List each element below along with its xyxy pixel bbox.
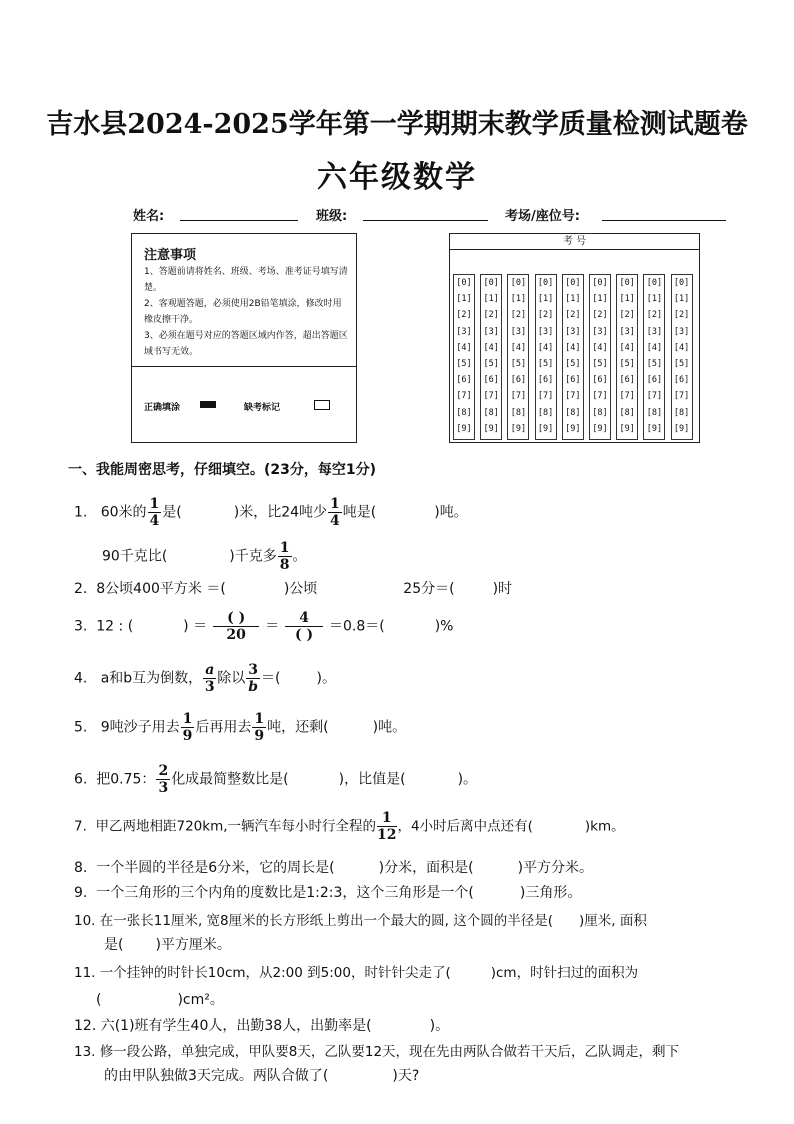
exam-number-bubble[interactable]: [6]	[592, 375, 608, 386]
notice-box	[131, 233, 357, 443]
notice-item-2: 2、客观题答题，必须使用2B铅笔填涂，修改时用橡皮擦干净。	[144, 299, 342, 325]
question-9: 9. 一个三角形的三个内角的度数比是1:2:3，这个三角形是一个( )三角形。	[74, 885, 582, 901]
exam-number-bubble[interactable]: [0]	[456, 278, 472, 288]
exam-number-bubble[interactable]: [8]	[483, 407, 499, 418]
exam-number-bubble[interactable]: [5]	[619, 359, 635, 369]
absent-mark-box[interactable]	[314, 400, 330, 410]
exam-number-bubble[interactable]: [5]	[565, 359, 581, 369]
exam-number-bubble[interactable]: [0]	[565, 278, 581, 288]
exam-number-bubble[interactable]: [4]	[592, 342, 608, 353]
exam-number-bubble[interactable]: [1]	[673, 294, 690, 305]
exam-number-bubble[interactable]: [3]	[483, 326, 499, 337]
exam-number-bubble[interactable]: [1]	[619, 294, 635, 305]
correct-fill-label: 正确填涂	[144, 403, 181, 413]
exam-number-bubble[interactable]: [0]	[592, 278, 608, 288]
exam-number-column	[507, 274, 529, 440]
exam-number-bubble[interactable]: [1]	[565, 294, 581, 305]
exam-number-column	[671, 274, 693, 440]
exam-number-bubble[interactable]: [2]	[646, 310, 663, 321]
exam-number-bubble[interactable]: [8]	[456, 407, 472, 418]
exam-number-bubble[interactable]: [9]	[592, 423, 608, 434]
exam-number-bubble[interactable]: [9]	[510, 423, 527, 434]
exam-number-bubble[interactable]: [6]	[565, 375, 581, 386]
exam-title: 吉水县2024-2025学年第一学期期末教学质量检测试题卷	[46, 109, 748, 140]
exam-number-column	[643, 274, 665, 440]
question-12: 12. 六(1)班有学生40人，出勤38人，出勤率是( )。	[74, 1018, 450, 1034]
exam-number-bubble[interactable]: [8]	[673, 407, 690, 418]
exam-number-bubble[interactable]: [2]	[619, 310, 635, 321]
exam-number-bubble[interactable]: [6]	[673, 375, 690, 386]
name-field-line[interactable]	[180, 220, 298, 221]
exam-number-bubble[interactable]: [5]	[456, 359, 472, 369]
exam-number-bubble[interactable]: [5]	[537, 359, 554, 369]
exam-number-grid	[449, 233, 700, 443]
exam-number-bubble[interactable]: [3]	[565, 326, 581, 337]
exam-number-bubble[interactable]: [3]	[646, 326, 663, 337]
exam-number-bubble[interactable]: [7]	[456, 391, 472, 402]
class-field-line[interactable]	[363, 220, 488, 221]
exam-number-bubble[interactable]: [3]	[619, 326, 635, 337]
exam-number-bubble[interactable]: [9]	[537, 423, 554, 434]
exam-number-bubble[interactable]: [8]	[537, 407, 554, 418]
exam-number-bubble[interactable]: [7]	[537, 391, 554, 402]
question-1: 1. 60米的 $\frac{1}{4}$ 是( )米，比24吨少 $\frac{1}{4}$ 吨是( )吨。	[74, 496, 468, 529]
exam-number-column	[562, 274, 584, 440]
exam-number-bubble[interactable]: [3]	[456, 326, 472, 337]
class-label: 班级:	[316, 209, 348, 224]
exam-number-bubble[interactable]: [5]	[592, 359, 608, 369]
exam-number-bubble[interactable]: [1]	[537, 294, 554, 305]
question-13: 13. 修一段公路，单独完成，甲队要8天，乙队要12天，现在先由两队合做若干天后，乙队调走，剩下	[74, 1044, 680, 1060]
exam-number-bubble[interactable]: [7]	[646, 391, 663, 402]
exam-number-column	[589, 274, 611, 440]
exam-number-bubble[interactable]: [7]	[483, 391, 499, 402]
exam-number-bubble[interactable]: [8]	[565, 407, 581, 418]
exam-number-bubble[interactable]: [5]	[510, 359, 527, 369]
exam-subtitle: 六年级数学	[317, 160, 477, 195]
question-11: 11. 一个挂钟的时针长10cm，从2:00 到5:00，时针针尖走了( )cm，时针扫过的面积为	[74, 965, 639, 981]
exam-number-bubble[interactable]: [2]	[483, 310, 499, 321]
exam-number-bubble[interactable]: [4]	[673, 342, 690, 353]
notice-divider	[132, 366, 356, 367]
exam-number-bubble[interactable]: [6]	[646, 375, 663, 386]
question-1b: 90千克比( )千克多 $\frac{1}{8}$ 。	[102, 540, 307, 573]
question-4: 4. a和b互为倒数， $\frac{a}{3}$ 除以 $\frac{3}{b}$ ＝( )。	[74, 662, 336, 695]
notice-title: 注意事项	[144, 248, 197, 263]
exam-number-column	[480, 274, 502, 440]
exam-number-bubble[interactable]: [5]	[646, 359, 663, 369]
exam-number-bubble[interactable]: [9]	[456, 423, 472, 434]
question-2: 2. 8公顷400平方米 ＝( )公顷 25分＝( )时	[74, 581, 513, 597]
exam-number-bubble[interactable]: [4]	[510, 342, 527, 353]
exam-number-bubble[interactable]: [0]	[537, 278, 554, 288]
exam-number-bubble[interactable]: [8]	[592, 407, 608, 418]
exam-number-bubble[interactable]: [3]	[537, 326, 554, 337]
exam-number-bubble[interactable]: [5]	[483, 359, 499, 369]
exam-number-bubble[interactable]: [9]	[483, 423, 499, 434]
exam-number-bubble[interactable]: [0]	[673, 278, 690, 288]
exam-number-bubble[interactable]: [7]	[592, 391, 608, 402]
exam-number-bubble[interactable]: [4]	[646, 342, 663, 353]
exam-number-bubble[interactable]: [4]	[619, 342, 635, 353]
exam-number-bubble[interactable]: [4]	[456, 342, 472, 353]
exam-number-bubble[interactable]: [7]	[565, 391, 581, 402]
exam-number-bubble[interactable]: [4]	[537, 342, 554, 353]
exam-number-bubble[interactable]: [0]	[510, 278, 527, 288]
exam-number-header: 考 号	[450, 234, 699, 250]
question-3: 3. 12 : ( ) ＝ $\frac{( )}{20}$ ＝ $\frac{4}{( )}$ ＝0.8＝( )%	[74, 610, 454, 643]
exam-number-bubble[interactable]: [9]	[619, 423, 635, 434]
exam-number-bubble[interactable]: [4]	[565, 342, 581, 353]
question-10-line2: 是( )平方厘米。	[104, 937, 231, 953]
exam-number-bubble[interactable]: [3]	[592, 326, 608, 337]
exam-number-bubble[interactable]: [9]	[565, 423, 581, 434]
exam-number-bubble[interactable]: [0]	[646, 278, 663, 288]
question-13-line2: 的由甲队独做3天完成。两队合做了( )天?	[104, 1068, 420, 1084]
exam-number-column	[616, 274, 638, 440]
exam-number-bubble[interactable]: [2]	[565, 310, 581, 321]
exam-number-bubble[interactable]: [7]	[510, 391, 527, 402]
exam-number-bubble[interactable]: [6]	[483, 375, 499, 386]
question-5: 5. 9吨沙子用去 $\frac{1}{9}$ 后再用去 $\frac{1}{9}$ 吨，还剩( )吨。	[74, 711, 407, 744]
exam-number-bubble[interactable]: [6]	[619, 375, 635, 386]
seat-label: 考场/座位号:	[505, 209, 580, 224]
exam-number-bubble[interactable]: [8]	[619, 407, 635, 418]
question-7: 7. 甲乙两地相距720km,一辆汽车每小时行全程的 $\frac{1}{12}$ ，4小时后离中点还有( )km。	[74, 810, 625, 843]
exam-number-bubble[interactable]: [9]	[673, 423, 690, 434]
exam-number-bubble[interactable]: [0]	[619, 278, 635, 288]
name-label: 姓名:	[133, 209, 165, 224]
question-8: 8. 一个半圆的半径是6分米，它的周长是( )分米，面积是( )平方分米。	[74, 860, 594, 876]
exam-number-bubble[interactable]: [1]	[483, 294, 499, 305]
question-6: 6. 把0.75： $\frac{2}{3}$ 化成最简整数比是( )，比值是( )。	[74, 763, 478, 796]
exam-number-bubble[interactable]: [3]	[510, 326, 527, 337]
exam-number-bubble[interactable]: [6]	[537, 375, 554, 386]
exam-number-bubble[interactable]: [2]	[592, 310, 608, 321]
exam-number-bubble[interactable]: [1]	[592, 294, 608, 305]
absent-mark-label: 缺考标记	[244, 403, 281, 413]
exam-number-bubble[interactable]: [9]	[646, 423, 663, 434]
seat-field-line[interactable]	[602, 220, 726, 221]
exam-number-bubble[interactable]: [2]	[456, 310, 472, 321]
exam-number-bubble[interactable]: [2]	[537, 310, 554, 321]
exam-number-bubble[interactable]: [8]	[510, 407, 527, 418]
exam-number-bubble[interactable]: [8]	[646, 407, 663, 418]
notice-item-3: 3、必须在题号对应的答题区域内作答，超出答题区域书写无效。	[144, 331, 348, 357]
exam-number-bubble[interactable]: [7]	[673, 391, 690, 402]
exam-number-bubble[interactable]: [3]	[673, 326, 690, 337]
question-11-line2: ( )cm²。	[96, 992, 224, 1008]
exam-number-bubble[interactable]: [2]	[510, 310, 527, 321]
exam-number-bubble[interactable]: [5]	[673, 359, 690, 369]
exam-number-column	[535, 274, 557, 440]
section-1-title: 一、我能周密思考，仔细填空。(23分，每空1分)	[68, 462, 377, 478]
question-10: 10. 在一张长11厘米, 宽8厘米的长方形纸上剪出一个最大的圆, 这个圆的半径是( )厘米, 面积	[74, 913, 647, 929]
exam-number-bubble[interactable]: [6]	[510, 375, 527, 386]
exam-number-bubble[interactable]: [1]	[646, 294, 663, 305]
exam-number-bubble[interactable]: [0]	[483, 278, 499, 288]
correct-fill-sample	[200, 401, 216, 408]
exam-number-bubble[interactable]: [4]	[483, 342, 499, 353]
exam-number-bubble[interactable]: [1]	[510, 294, 527, 305]
exam-number-bubble[interactable]: [7]	[619, 391, 635, 402]
exam-number-bubble[interactable]: [1]	[456, 294, 472, 305]
notice-item-1: 1、答题前请将姓名、班级、考场、准考证号填写清楚。	[144, 267, 348, 293]
exam-number-bubble[interactable]: [2]	[673, 310, 690, 321]
exam-number-bubble[interactable]: [6]	[456, 375, 472, 386]
exam-number-column	[453, 274, 475, 440]
